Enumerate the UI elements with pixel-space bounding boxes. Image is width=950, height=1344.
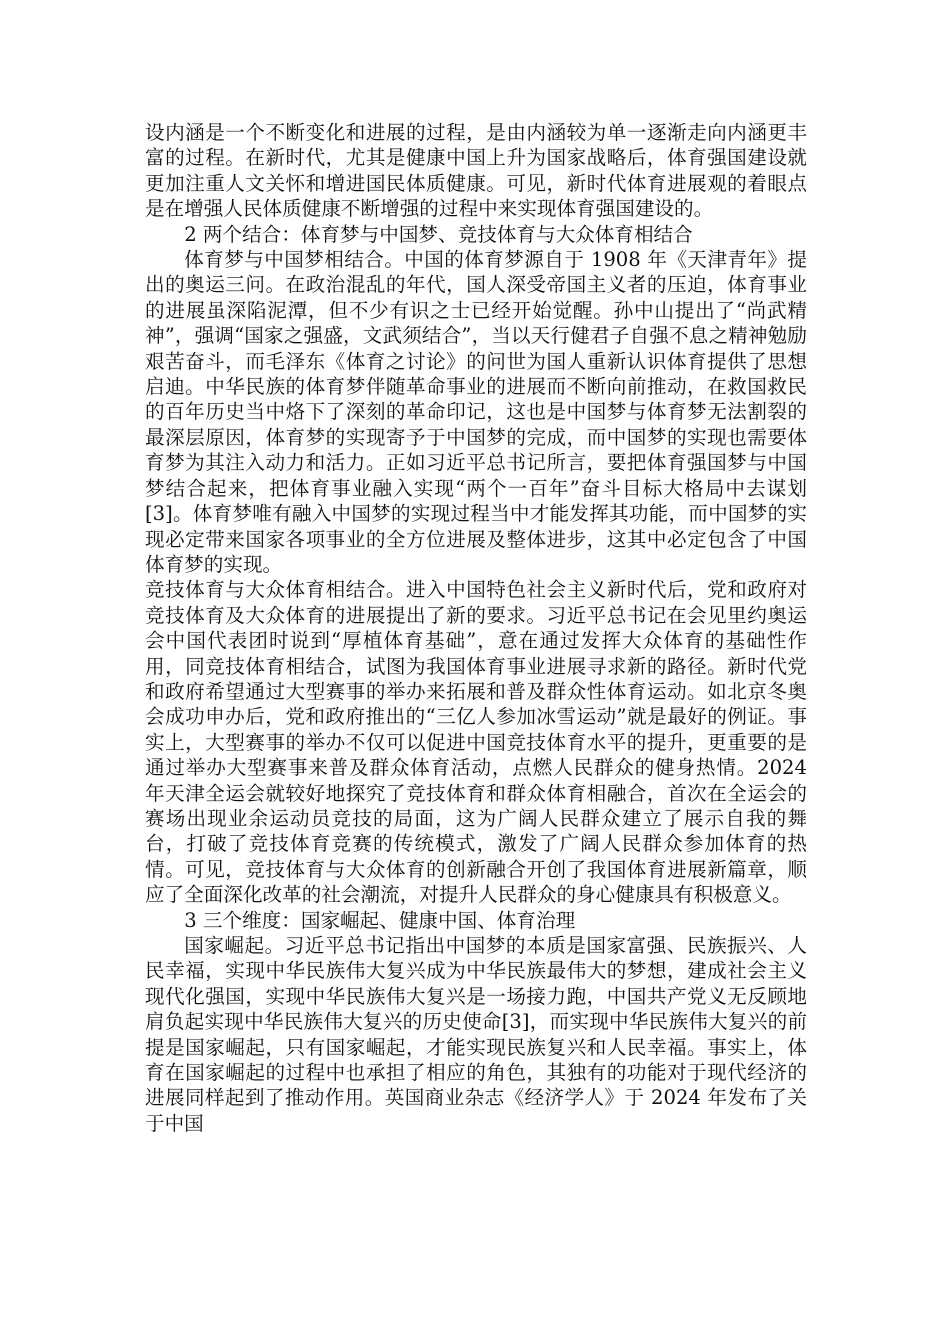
paragraph-competitive-sports: 竞技体育与大众体育相结合。进入中国特色社会主义新时代后，党和政府对竞技体育及大众体育的进展提出了新的要求。习近平总书记在会见里约奥运会中国代表团时说到“厚植体育基础”，意在通过发挥大众体育的基础性作用，同竞技体育相结合，试图为我国体育事业进展寻求新的路径。新时代党和政府希望通过大型赛事的举办来拓展和普及群众性体育运动。如北京冬奥会成功申办后，党和政府推出的“三亿人参加冰雪运动”就是最好的例证。事实上，大型赛事的举办不仅可以促进中国竞技体育水平的提升，更重要的是通过举办大型赛事来普及群众体育活动，点燃人民群众的健身热情。2024 年天津全运会就较好地探究了竞技体育和群众体育相融合，首次在全运会的赛场出现业余运动员竞技的局面，这为广阔人民群众建立了展示自我的舞台，打破了竞技体育竞赛的传统模式，激发了广阔人民群众参加体育的热情。可见，竞技体育与大众体育的创新融合开创了我国体育进展新篇章，顺应了全面深化改革的社会潮流，对提升人民群众的身心健康具有积极意义。	[145, 578, 807, 907]
document-page	[145, 120, 807, 1136]
paragraph-sports-dream: 体育梦与中国梦相结合。中国的体育梦源自于 1908 年《天津青年》提出的奥运三问。在政治混乱的年代，国人深受帝国主义者的压迫，体育事业的进展虽深陷泥潭，但不少有识之士已经开始觉醒。孙中山提出了“尚武精神”，强调“国家之强盛，文武须结合”，当以天行健君子自强不息之精神勉励艰苦奋斗，而毛泽东《体育之讨论》的问世为国人重新认识体育提供了思想启迪。中华民族的体育梦伴随革命事业的进展而不断向前推动，在救国救民的百年历史当中烙下了深刻的革命印记，这也是中国梦与体育梦无法割裂的最深层原因，体育梦的实现寄予于中国梦的完成，而中国梦的实现也需要体育梦为其注入动力和活力。正如习近平总书记所言，要把体育强国梦与中国梦结合起来，把体育事业融入实现“两个一百年”奋斗目标大格局中去谋划[3]。体育梦唯有融入中国梦的实现过程当中才能发挥其功能，而中国梦的实现必定带来国家各项事业的全方位进展及整体进步，这其中必定包含了中国体育梦的实现。	[145, 248, 807, 576]
section-heading-2: 2 两个结合：体育梦与中国梦、竞技体育与大众体育相结合	[184, 222, 693, 246]
paragraph-continuation: 设内涵是一个不断变化和进展的过程，是由内涵较为单一逐渐走向内涵更丰富的过程。在新时代，尤其是健康中国上升为国家战略后，体育强国建设就更加注重人文关怀和增进国民体质健康。可见，新时代体育进展观的着眼点是在增强人民体质健康不断增强的过程中来实现体育强国建设的。	[145, 121, 807, 221]
section-heading-3: 3 三个维度：国家崛起、健康中国、体育治理	[184, 908, 576, 932]
paragraph-national-rise: 国家崛起。习近平总书记指出中国梦的本质是国家富强、民族振兴、人民幸福，实现中华民族伟大复兴成为中华民族最伟大的梦想，建成社会主义现代化强国，实现中华民族伟大复兴是一场接力跑，中国共产党义无反顾地肩负起实现中华民族伟大复兴的历史使命[3]，而实现中华民族伟大复兴的前提是国家崛起，只有国家崛起，才能实现民族复兴和人民幸福。事实上，体育在国家崛起的过程中也承担了相应的角色，其独有的功能对于现代经济的进展同样起到了推动作用。英国商业杂志《经济学人》于 2024 年发布了关于中国	[145, 934, 807, 1135]
